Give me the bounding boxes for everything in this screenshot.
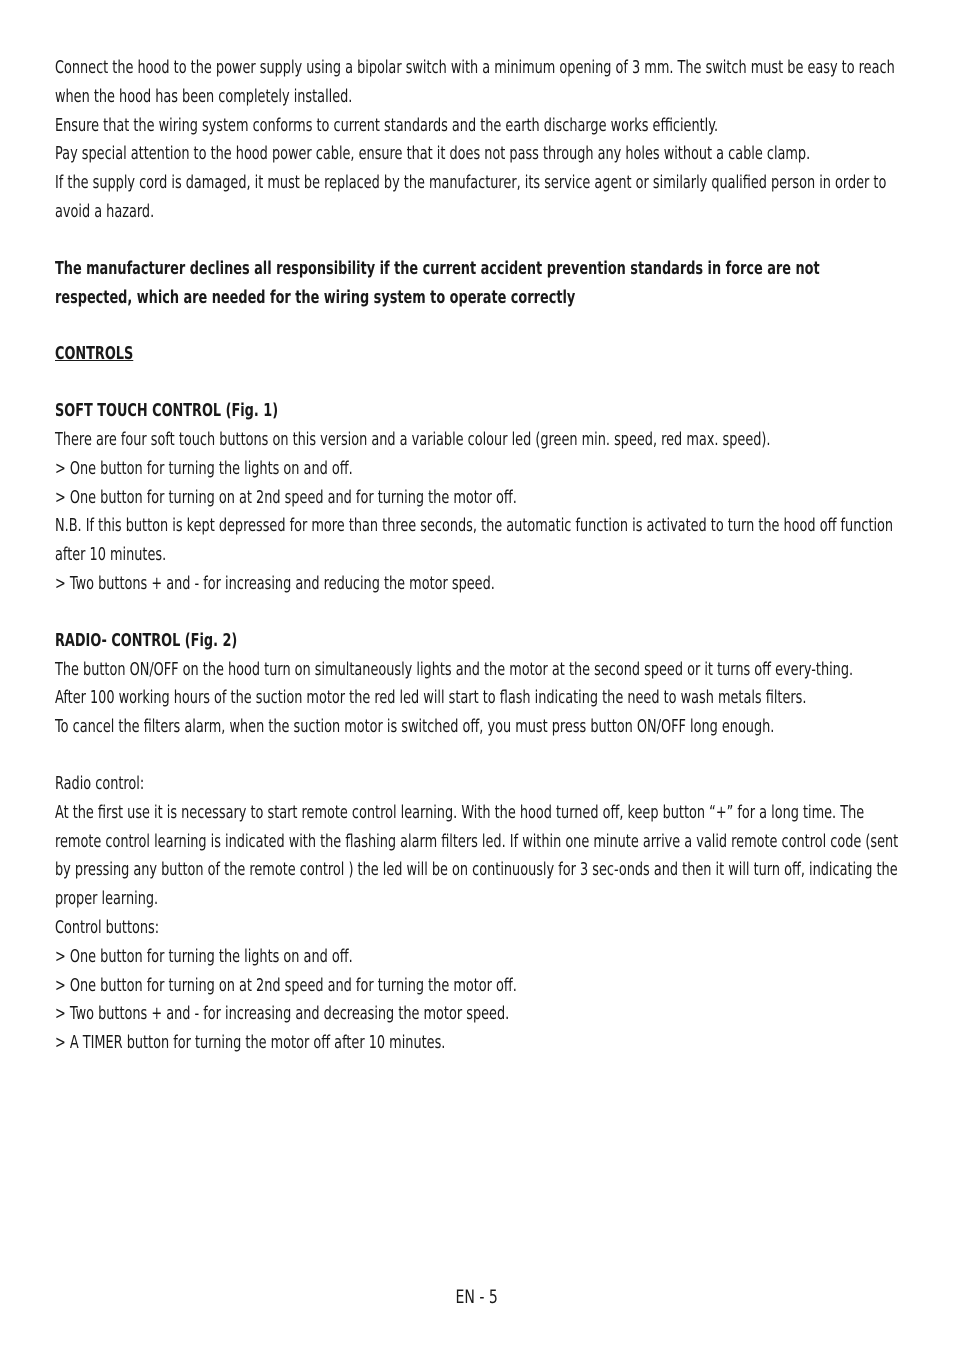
- soft-touch-line: > Two buttons + and - for increasing and reducing the motor speed.: [55, 573, 495, 594]
- intro-paragraph-power-switch: Connect the hood to the power supply using a bipolar switch with a minimum opening of 3 mm. The switch must be easy to reach when the hood has been completely installed.: [55, 58, 895, 107]
- spacer: [55, 599, 901, 627]
- intro-paragraph-supply-cord: If the supply cord is damaged, it must be replaced by the manufacturer, its service agent or similarly qualified person in order to avoid a hazard.: [55, 173, 887, 222]
- intro-paragraph-wiring-standards: Ensure that the wiring system conforms to current standards and the earth discharge works efficiently.: [55, 115, 719, 136]
- soft-touch-line: There are four soft touch buttons on this version and a variable colour led (green min. speed, red max. speed).: [55, 429, 771, 450]
- intro-paragraph-power-cable: Pay special attention to the hood power cable, ensure that it does not pass through any holes without a cable clamp.: [55, 144, 811, 165]
- spacer: [55, 369, 901, 397]
- spacer: [55, 742, 901, 770]
- soft-touch-heading: SOFT TOUCH CONTROL (Fig. 1): [55, 401, 279, 422]
- spacer: [55, 312, 901, 340]
- controls-heading: CONTROLS: [55, 344, 134, 365]
- radio-control-line: After 100 working hours of the suction motor the red led will start to flash indicating the need to wash metals filters.: [55, 688, 807, 709]
- remote-learning-paragraph: At the first use it is necessary to start remote control learning. With the hood turned off, keep button “+” for a long time. The remote control learning is indicated with the flashing alarm filters led. If within one minute arrive a valid remote control code (sent by pressing any button of the remote control ) the led will be on continuously for 3 sec-onds and then it will turn off, indicating the proper learning.: [55, 802, 899, 910]
- control-buttons-heading: Control buttons:: [55, 917, 160, 938]
- radio-control-line: The button ON/OFF on the hood turn on simultaneously lights and the motor at the second speed or it turns off every-thing.: [55, 659, 854, 680]
- page-footer: [0, 1286, 954, 1308]
- control-button-line: > One button for turning the lights on and off.: [55, 946, 353, 967]
- manual-page: [55, 54, 899, 1058]
- warning-paragraph: The manufacturer declines all responsibility if the current accident prevention standards in force are not respected, which are needed for the wiring system to operate correctly: [55, 258, 820, 308]
- radio-control-heading: RADIO- CONTROL (Fig. 2): [55, 630, 238, 651]
- radio-control-subheading: Radio control:: [55, 773, 145, 794]
- soft-touch-line: > One button for turning on at 2nd speed and for turning the motor off.: [55, 487, 517, 508]
- soft-touch-line: N.B. If this button is kept depressed for more than three seconds, the automatic function is activated to turn the hood off function after 10 minutes.: [55, 516, 894, 566]
- page-content: [55, 54, 901, 1058]
- control-button-line: > One button for turning on at 2nd speed and for turning the motor off.: [55, 975, 517, 996]
- soft-touch-line: > One button for turning the lights on and off.: [55, 458, 353, 479]
- spacer: [55, 227, 901, 255]
- control-button-line: > A TIMER button for turning the motor off after 10 minutes.: [55, 1033, 446, 1054]
- page-number: EN - 5: [455, 1286, 499, 1308]
- control-button-line: > Two buttons + and - for increasing and decreasing the motor speed.: [55, 1004, 510, 1025]
- radio-control-line: To cancel the filters alarm, when the suction motor is switched off, you must press button ON/OFF long enough.: [55, 717, 775, 738]
